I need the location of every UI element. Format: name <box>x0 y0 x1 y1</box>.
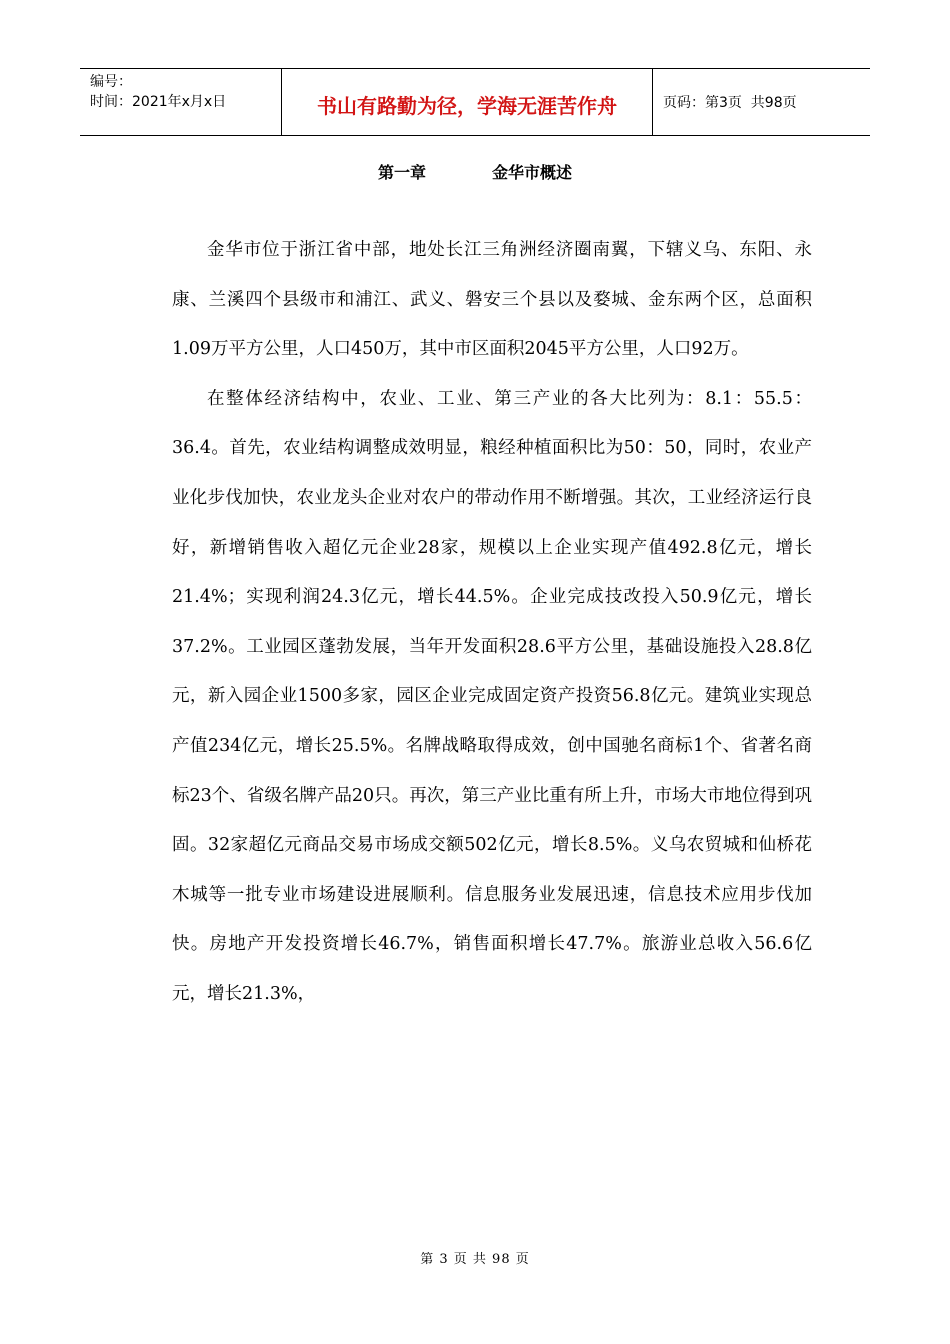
header-meta-cell <box>80 69 282 135</box>
chapter-title: 金华市概述 <box>492 163 573 182</box>
motto-text: 书山有路勤为径，学海无涯苦作舟 <box>317 93 617 118</box>
date-label: 时间：2021年x月x日 <box>90 94 227 110</box>
chapter-number: 第一章 <box>377 163 426 182</box>
header-page-cell <box>653 69 870 135</box>
body-text <box>172 226 812 1020</box>
header-motto-cell <box>282 69 653 135</box>
chapter-heading <box>0 160 950 183</box>
paragraph-overview: 金华市位于浙江省中部，地处长江三角洲经济圈南翼，下辖义乌、东阳、永康、兰溪四个县级市和浦江、武义、磐安三个县以及婺城、金东两个区，总面积1.09万平方公里，人口450万，其中市区面积2045平方公里，人口92万。 <box>172 240 812 360</box>
document-header <box>80 68 870 136</box>
code-label: 编号： <box>90 74 132 90</box>
page-info: 页码：第3页 共98页 <box>663 95 797 111</box>
page-footer: 第 3 页 共 98 页 <box>420 1252 530 1267</box>
paragraph-economy: 在整体经济结构中，农业、工业、第三产业的各大比列为：8.1：55.5：36.4。首先，农业结构调整成效明显，粮经种植面积比为50：50，同时，农业产业化步伐加快，农业龙头企业对农户的带动作用不断增强。其次，工业经济运行良好，新增销售收入超亿元企业28家，规模以上企业实现产值492.8亿元，增长21.4%；实现利润24.3亿元，增长44.5%。企业完成技改投入50.9亿元，增长37.2%。工业园区蓬勃发展，当年开发面积28.6平方公里，基础设施投入28.8亿元，新入园企业1500多家，园区企业完成固定资产投资56.8亿元。建筑业实现总产值234亿元，增长25.5%。名牌战略取得成效，创中国驰名商标1个、省著名商标23个、省级名牌产品20只。再次，第三产业比重有所上升，市场大市地位得到巩固。32家超亿元商品交易市场成交额502亿元，增长8.5%。义乌农贸城和仙桥花木城等一批专业市场建设进展顺利。信息服务业发展迅速，信息技术应用步伐加快。房地产开发投资增长46.7%，销售面积增长47.7%。旅游业总收入56.6亿元，增长21.3%， <box>172 388 812 1004</box>
